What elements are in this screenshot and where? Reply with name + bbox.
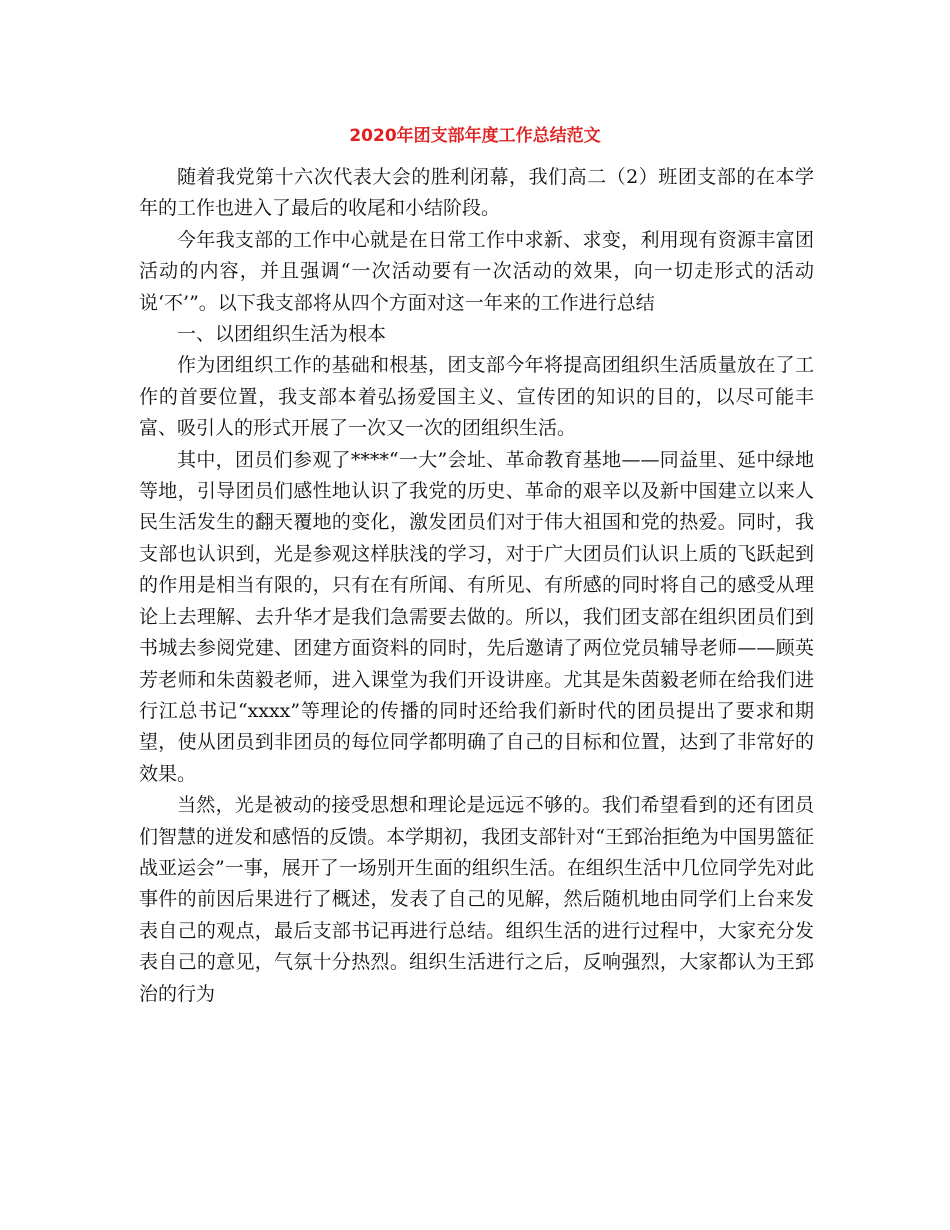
paragraph-org-life: 作为团组织工作的基础和根基，团支部今年将提高团组织生活质量放在了工作的首要位置，我支部本着弘扬爱国主义、宣传团的知识的目的，以尽可能丰富、吸引人的形式开展了一次又一次的团组织生活。 (139, 354, 814, 440)
paragraph-discussion: 当然，光是被动的接受思想和理论是远远不够的。我们希望看到的还有团员们智慧的迸发和感悟的反馈。本学期初，我团支部针对“王郅治拒绝为中国男篮征战亚运会”一事，展开了一场别开生面的组织生活。在组织生活中几位同学先对此事件的前因后果进行了概述，发表了自己的见解，然后随机地由同学们上台来发表自己的观点，最后支部书记再进行总结。组织生活的进行过程中，大家充分发表自己的意见，气氛十分热烈。组织生活进行之后，反响强烈，大家都认为王郅治的行为 (139, 794, 814, 1005)
document-body (139, 162, 814, 1010)
document-title: 2020年团支部年度工作总结范文 (349, 126, 601, 146)
paragraph-focus: 今年我支部的工作中心就是在日常工作中求新、求变，利用现有资源丰富团活动的内容，并且强调“一次活动要有一次活动的效果，向一切走形式的活动说‘不’”。以下我支部将从四个方面对这一年来的工作进行总结 (139, 228, 814, 314)
section-heading-1: 一、以团组织生活为根本 (177, 323, 387, 346)
paragraph-intro: 随着我党第十六次代表大会的胜利闭幕，我们高二（2）班团支部的在本学年的工作也进入了最后的收尾和小结阶段。 (139, 166, 814, 220)
paragraph-visits: 其中，团员们参观了****“一大”会址、革命教育基地——同益里、延中绿地等地，引导团员们感性地认识了我党的历史、革命的艰辛以及新中国建立以来人民生活发生的翻天覆地的变化，激发团员们对于伟大祖国和党的热爱。同时，我支部也认识到，光是参观这样肤浅的学习，对于广大团员们认识上质的飞跃起到的作用是相当有限的，只有在有所闻、有所见、有所感的同时将自己的感受从理论上去理解、去升华才是我们急需要去做的。所以，我们团支部在组织团员们到书城去参阅党建、团建方面资料的同时，先后邀请了两位党员辅导老师——顾英芳老师和朱茵毅老师，进入课堂为我们开设讲座。尤其是朱茵毅老师在给我们进行江总书记“xxxx”等理论的传播的同时还给我们新时代的团员提出了要求和期望，使从团员到非团员的每位同学都明确了自己的目标和位置，达到了非常好的效果。 (139, 448, 814, 785)
